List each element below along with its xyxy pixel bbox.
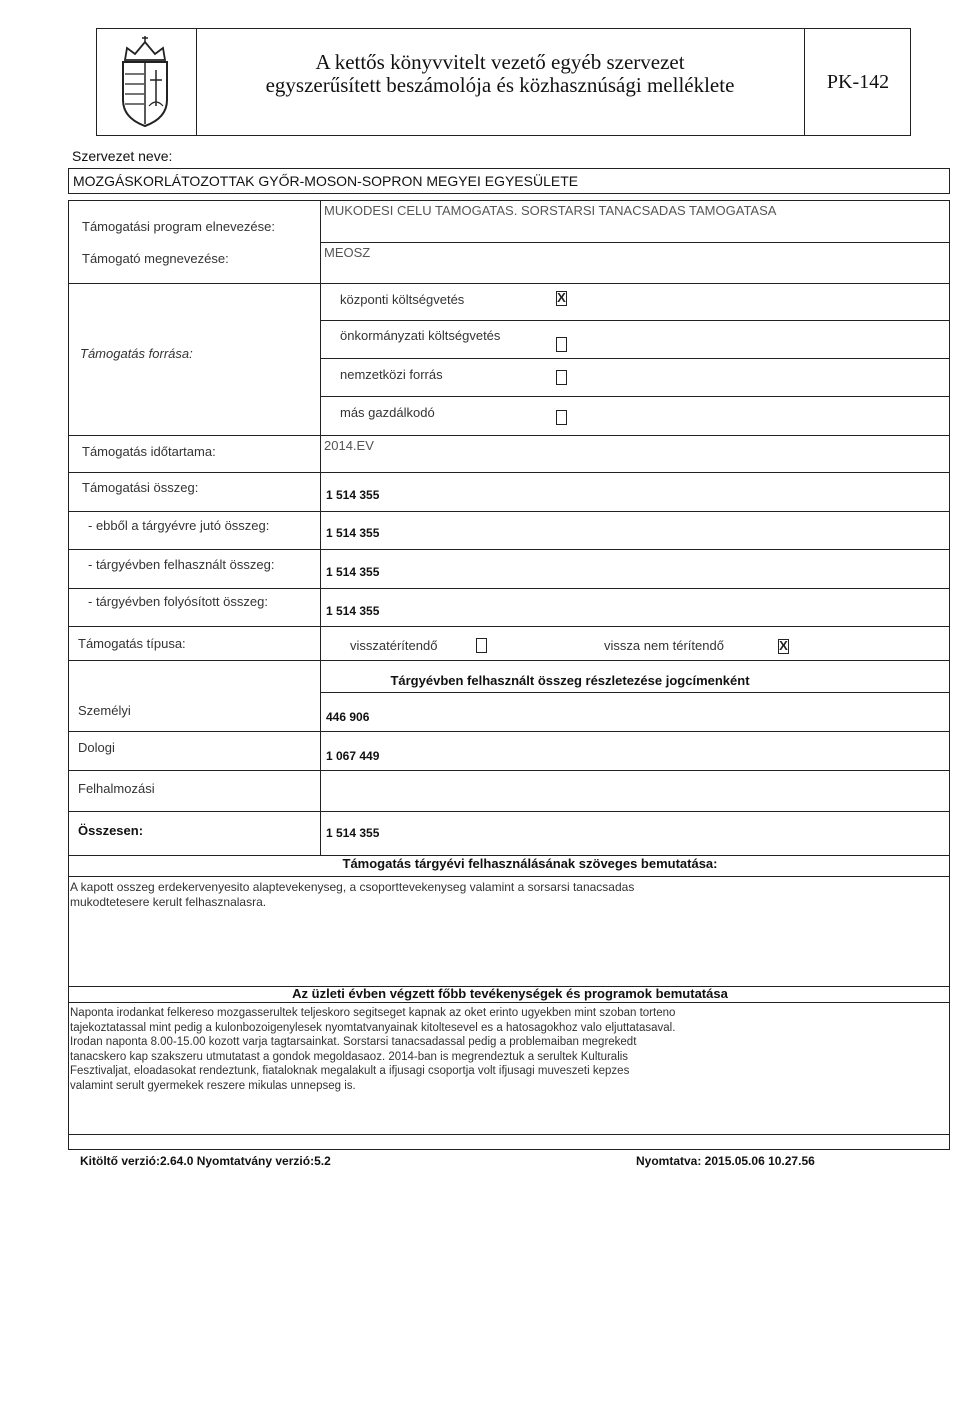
- checkbox-other-business[interactable]: [556, 410, 567, 425]
- program-label: Támogatási program elnevezése:: [82, 219, 275, 234]
- row-line: [68, 811, 950, 812]
- supporter-value: MEOSZ: [324, 245, 371, 260]
- amount-total-value: 1 514 355: [326, 488, 380, 502]
- breakdown-material-value: 1 067 449: [326, 749, 380, 763]
- form-title-line1: A kettős könyvvitelt vezető egyéb szervezet: [315, 50, 685, 74]
- amount-total-label: Támogatási összeg:: [82, 480, 199, 495]
- checkbox-municipal-budget[interactable]: [556, 337, 567, 352]
- amount-current-year-label: - ebből a tárgyévre jutó összeg:: [88, 518, 270, 533]
- usage-text: A kapott osszeg erdekervenyesito alaptevekenyseg, a csoporttevekenyseg valamint a sorsarsi tanacsadas mukodtetesere kerult felhasznalasra.: [70, 880, 635, 909]
- breakdown-heading: Tárgyévben felhasznált összeg részletezése jogcímenként: [390, 673, 750, 688]
- row-line: [68, 876, 950, 877]
- breakdown-accumulation-label: Felhalmozási: [78, 781, 155, 796]
- row-line: [68, 511, 950, 512]
- breakdown-total-label: Összesen:: [78, 823, 144, 838]
- main-form-col-divider: [320, 200, 321, 855]
- support-type-refundable: visszatérítendő: [350, 638, 438, 653]
- source-label: Támogatás forrása:: [80, 346, 193, 361]
- breakdown-material-label: Dologi: [78, 740, 115, 755]
- duration-value: 2014.EV: [324, 438, 374, 453]
- checkbox-refundable[interactable]: [476, 638, 487, 653]
- usage-heading: Támogatás tárgyévi felhasználásának szöveges bemutatása:: [342, 856, 718, 871]
- breakdown-personal-label: Személyi: [78, 703, 131, 718]
- amount-disbursed-value: 1 514 355: [326, 604, 380, 618]
- amount-disbursed-label: - tárgyévben folyósított összeg:: [88, 594, 268, 609]
- org-name-value: MOZGÁSKORLÁTOZOTTAK GYŐR-MOSON-SOPRON MEGYEI EGYESÜLETE: [73, 173, 579, 189]
- row-line: [68, 435, 950, 436]
- row-line: [68, 549, 950, 550]
- breakdown-total-value: 1 514 355: [326, 826, 380, 840]
- amount-used-label: - tárgyévben felhasznált összeg:: [88, 557, 275, 572]
- form-code: PK-142: [826, 71, 890, 93]
- row-line: [68, 1002, 950, 1003]
- checkbox-central-budget[interactable]: X: [557, 290, 566, 305]
- support-type-nonrefundable: vissza nem térítendő: [604, 638, 724, 653]
- amount-current-year-value: 1 514 355: [326, 526, 380, 540]
- row-line: [68, 660, 950, 661]
- activities-text: Naponta irodankat felkereso mozgasserultek teljeskoro segitseget kapnak az oket erinto ugyekben mint szoban torteno tajekoztatassal mint pedig a kulonbozoigenylesek nyomtatvanyainak kitoltesevel es a hatosagokhoz valo eljuttatasaval. Irodan naponta 8.00-15.00 kozott varja tagtarsainkat. Sorstarsi tanacsadassal pedig a problemaiban megrekedt tanacskero kap szakszeru utmutatast a gondok megoldasaoz. 2014-ban is megrendeztuk a serultek Kulturalis Fesztivaljat, eloadasokat rendeztunk, fiataloknak megalakult a ifjusagi csoportja volt ifjusagi muveszeti kepzes valamint serult gyermekek reszere mikulas unnepseg is.: [70, 1007, 676, 1092]
- supporter-label: Támogató megnevezése:: [82, 251, 229, 266]
- row-line: [68, 1134, 950, 1135]
- row-line: [68, 588, 950, 589]
- coat-of-arms-icon: [113, 34, 177, 130]
- amount-used-value: 1 514 355: [326, 565, 380, 579]
- row-line: [320, 358, 950, 359]
- source-option-central: központi költségvetés: [340, 292, 465, 307]
- row-line: [320, 320, 950, 321]
- footer-print-date: Nyomtatva: 2015.05.06 10.27.56: [636, 1154, 815, 1168]
- source-option-municipal: önkormányzati költségvetés: [340, 328, 501, 343]
- duration-label: Támogatás időtartama:: [82, 444, 216, 459]
- row-line: [320, 396, 950, 397]
- row-line: [68, 283, 950, 284]
- support-type-label: Támogatás típusa:: [78, 636, 186, 651]
- footer-version: Kitöltő verzió:2.64.0 Nyomtatvány verzió:5.2: [80, 1154, 331, 1168]
- checkbox-international[interactable]: [556, 370, 567, 385]
- row-line: [320, 242, 950, 243]
- checkbox-nonrefundable[interactable]: X: [779, 638, 788, 653]
- row-line: [68, 472, 950, 473]
- row-line: [320, 692, 950, 693]
- org-name-label: Szervezet neve:: [72, 148, 173, 164]
- header-divider-left: [196, 28, 197, 136]
- row-line: [68, 731, 950, 732]
- row-line: [68, 770, 950, 771]
- form-title-line2: egyszerűsített beszámolója és közhasznúsági melléklete: [265, 73, 735, 97]
- program-value: MUKODESI CELU TAMOGATAS. SORSTARSI TANACSADAS TAMOGATASA: [324, 203, 777, 218]
- breakdown-personal-value: 446 906: [326, 710, 370, 724]
- row-line: [68, 626, 950, 627]
- activities-heading: Az üzleti évben végzett főbb tevékenységek és programok bemutatása: [292, 986, 728, 1001]
- source-option-international: nemzetközi forrás: [340, 367, 443, 382]
- source-option-other-business: más gazdálkodó: [340, 405, 435, 420]
